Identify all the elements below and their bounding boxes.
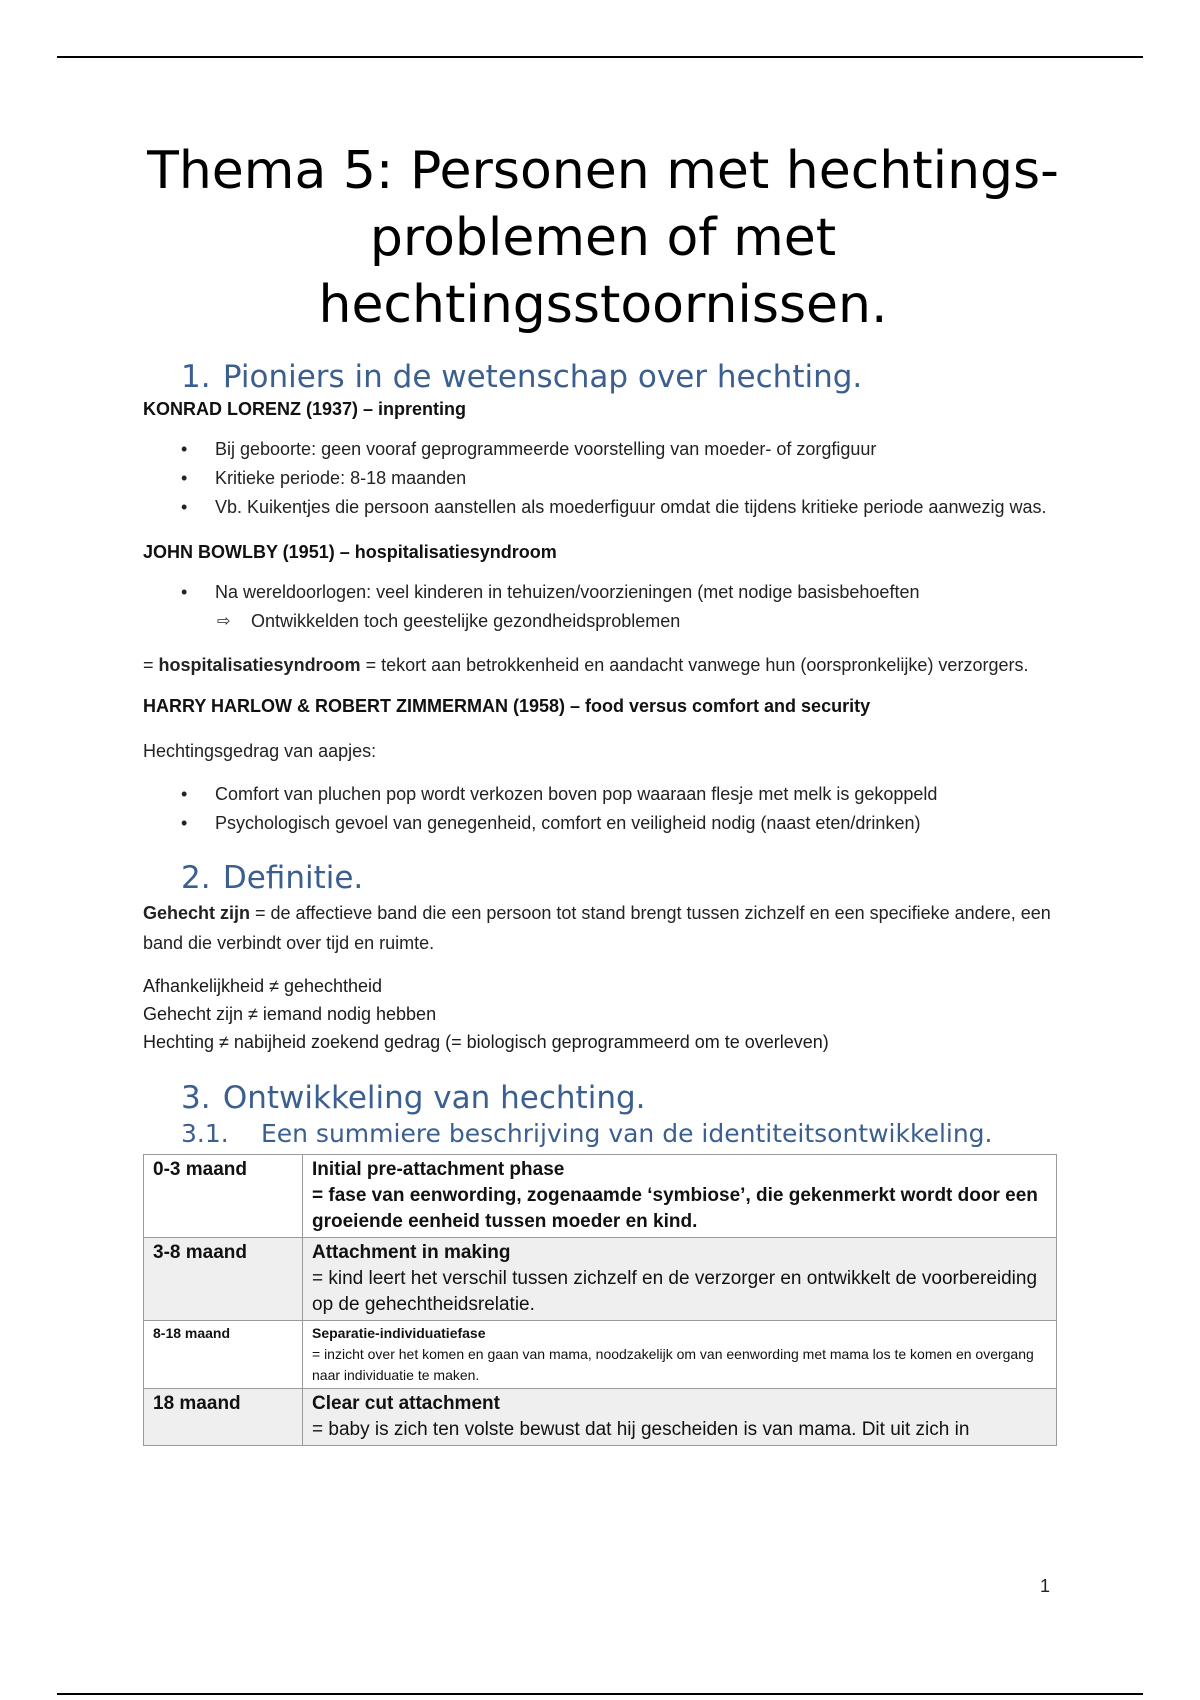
definition-contrasts <box>143 972 1063 1056</box>
phase-cell <box>303 1155 1057 1238</box>
phase-name: Separatie-individuatiefase <box>312 1325 486 1341</box>
age-cell: 3-8 maand <box>144 1238 303 1321</box>
bullet-icon: • <box>181 582 188 602</box>
age-cell: 8-18 maand <box>144 1321 303 1389</box>
section-heading-2 <box>143 858 1063 898</box>
header-rule <box>57 56 1143 58</box>
phase-cell <box>303 1321 1057 1389</box>
contrast-line: Gehecht zijn ≠ iemand nodig hebben <box>143 1004 437 1024</box>
arrow-right-icon: ⇨ <box>217 613 231 630</box>
phase-description: = fase van eenwording, zogenaamde ‘symbiose’, die gekenmerkt wordt door een groeiende eenheid tussen moeder en kind. <box>312 1185 1038 1232</box>
footer-rule <box>57 1693 1143 1695</box>
list-item: • Comfort van pluchen pop wordt verkozen boven pop waaraan flesje met melk is gekoppeld <box>143 780 1063 809</box>
phase-name: Initial pre-attachment phase <box>312 1159 565 1180</box>
list-item: • Bij geboorte: geen vooraf geprogrammeerde voorstelling van moeder- of zorgfiguur <box>143 435 1063 464</box>
subsection-heading <box>143 1118 1063 1150</box>
bullet-icon: • <box>181 813 188 833</box>
phase-name: Clear cut attachment <box>312 1393 500 1414</box>
section-title: Ontwikkeling van hechting. <box>222 1080 646 1116</box>
bullet-icon: • <box>181 497 188 517</box>
bullet-icon: • <box>181 784 188 804</box>
age-cell: 0-3 maand <box>144 1155 303 1238</box>
list-item: • Psychologisch gevoel van genegenheid, comfort en veiligheid nodig (naast eten/drinken) <box>143 809 1063 838</box>
section-number: 3. <box>181 1080 211 1116</box>
table-row <box>144 1321 1057 1389</box>
list-item: • Na wereldoorlogen: veel kinderen in tehuizen/voorzieningen (met nodige basisbehoeften <box>143 578 1063 607</box>
section-title: Pioniers in de wetenschap over hechting. <box>222 359 863 395</box>
arrow-item: ⇨ Ontwikkelden toch geestelijke gezondheidsproblemen <box>143 607 1063 636</box>
harlow-intro: Hechtingsgedrag van aapjes: <box>143 741 377 761</box>
list-item: • Vb. Kuikentjes die persoon aanstellen als moederfiguur omdat die tijdens kritieke periode aanwezig was. <box>143 493 1063 522</box>
table-row <box>144 1238 1057 1321</box>
section-heading-3 <box>143 1078 1063 1118</box>
harlow-heading: HARRY HARLOW & ROBERT ZIMMERMAN (1958) – food versus comfort and security <box>143 696 871 716</box>
harlow-list <box>143 780 1063 838</box>
document-body <box>143 138 1063 1446</box>
definition-term: hospitalisatiesyndroom <box>158 655 361 675</box>
age-cell: 18 maand <box>144 1389 303 1446</box>
phase-description: = baby is zich ten volste bewust dat hij gescheiden is van mama. Dit uit zich in <box>312 1419 970 1440</box>
table-row <box>144 1155 1057 1238</box>
subsection-number: 3.1. <box>181 1119 229 1148</box>
development-table <box>143 1154 1057 1446</box>
list-item: • Kritieke periode: 8-18 maanden <box>143 464 1063 493</box>
document-title: Thema 5: Personen met hechtings-problemen of met hechtingsstoornissen. <box>147 141 1059 335</box>
phase-description: = inzicht over het komen en gaan van mama, noodzakelijk om van eenwording met mama los te komen en overgang naar individuatie te maken. <box>312 1346 1034 1383</box>
attachment-definition: Gehecht zijn = de affectieve band die een persoon tot stand brengt tussen zichzelf en een specifieke andere, een band die verbindt over tijd en ruimte. <box>143 903 1051 953</box>
section-number: 1. <box>181 359 211 395</box>
contrast-line: Afhankelijkheid ≠ gehechtheid <box>143 976 383 996</box>
lorenz-list <box>143 435 1063 522</box>
section-number: 2. <box>181 860 211 896</box>
bowlby-heading: JOHN BOWLBY (1951) – hospitalisatiesyndroom <box>143 542 557 562</box>
bullet-icon: • <box>181 468 188 488</box>
subsection-title: Een summiere beschrijving van de identiteitsontwikkeling. <box>260 1119 993 1148</box>
phase-cell <box>303 1389 1057 1446</box>
page-number: 1 <box>1040 1576 1051 1596</box>
phase-name: Attachment in making <box>312 1242 511 1263</box>
table-row <box>144 1389 1057 1446</box>
phase-cell <box>303 1238 1057 1321</box>
phase-description: = kind leert het verschil tussen zichzelf en de verzorger en ontwikkelt de voorbereiding op de gehechtheidsrelatie. <box>312 1268 1038 1315</box>
definition-term: Gehecht zijn <box>143 903 251 923</box>
hospitalisation-definition: = hospitalisatiesyndroom = tekort aan betrokkenheid en aandacht vanwege hun (oorspronkelijke) verzorgers. <box>143 655 1029 675</box>
bowlby-list <box>143 578 1063 607</box>
contrast-line: Hechting ≠ nabijheid zoekend gedrag (= biologisch geprogrammeerd om te overleven) <box>143 1032 829 1052</box>
lorenz-heading: KONRAD LORENZ (1937) – inprenting <box>143 399 467 419</box>
section-title: Definitie. <box>222 860 364 896</box>
section-heading-1 <box>143 357 1063 397</box>
bullet-icon: • <box>181 439 188 459</box>
